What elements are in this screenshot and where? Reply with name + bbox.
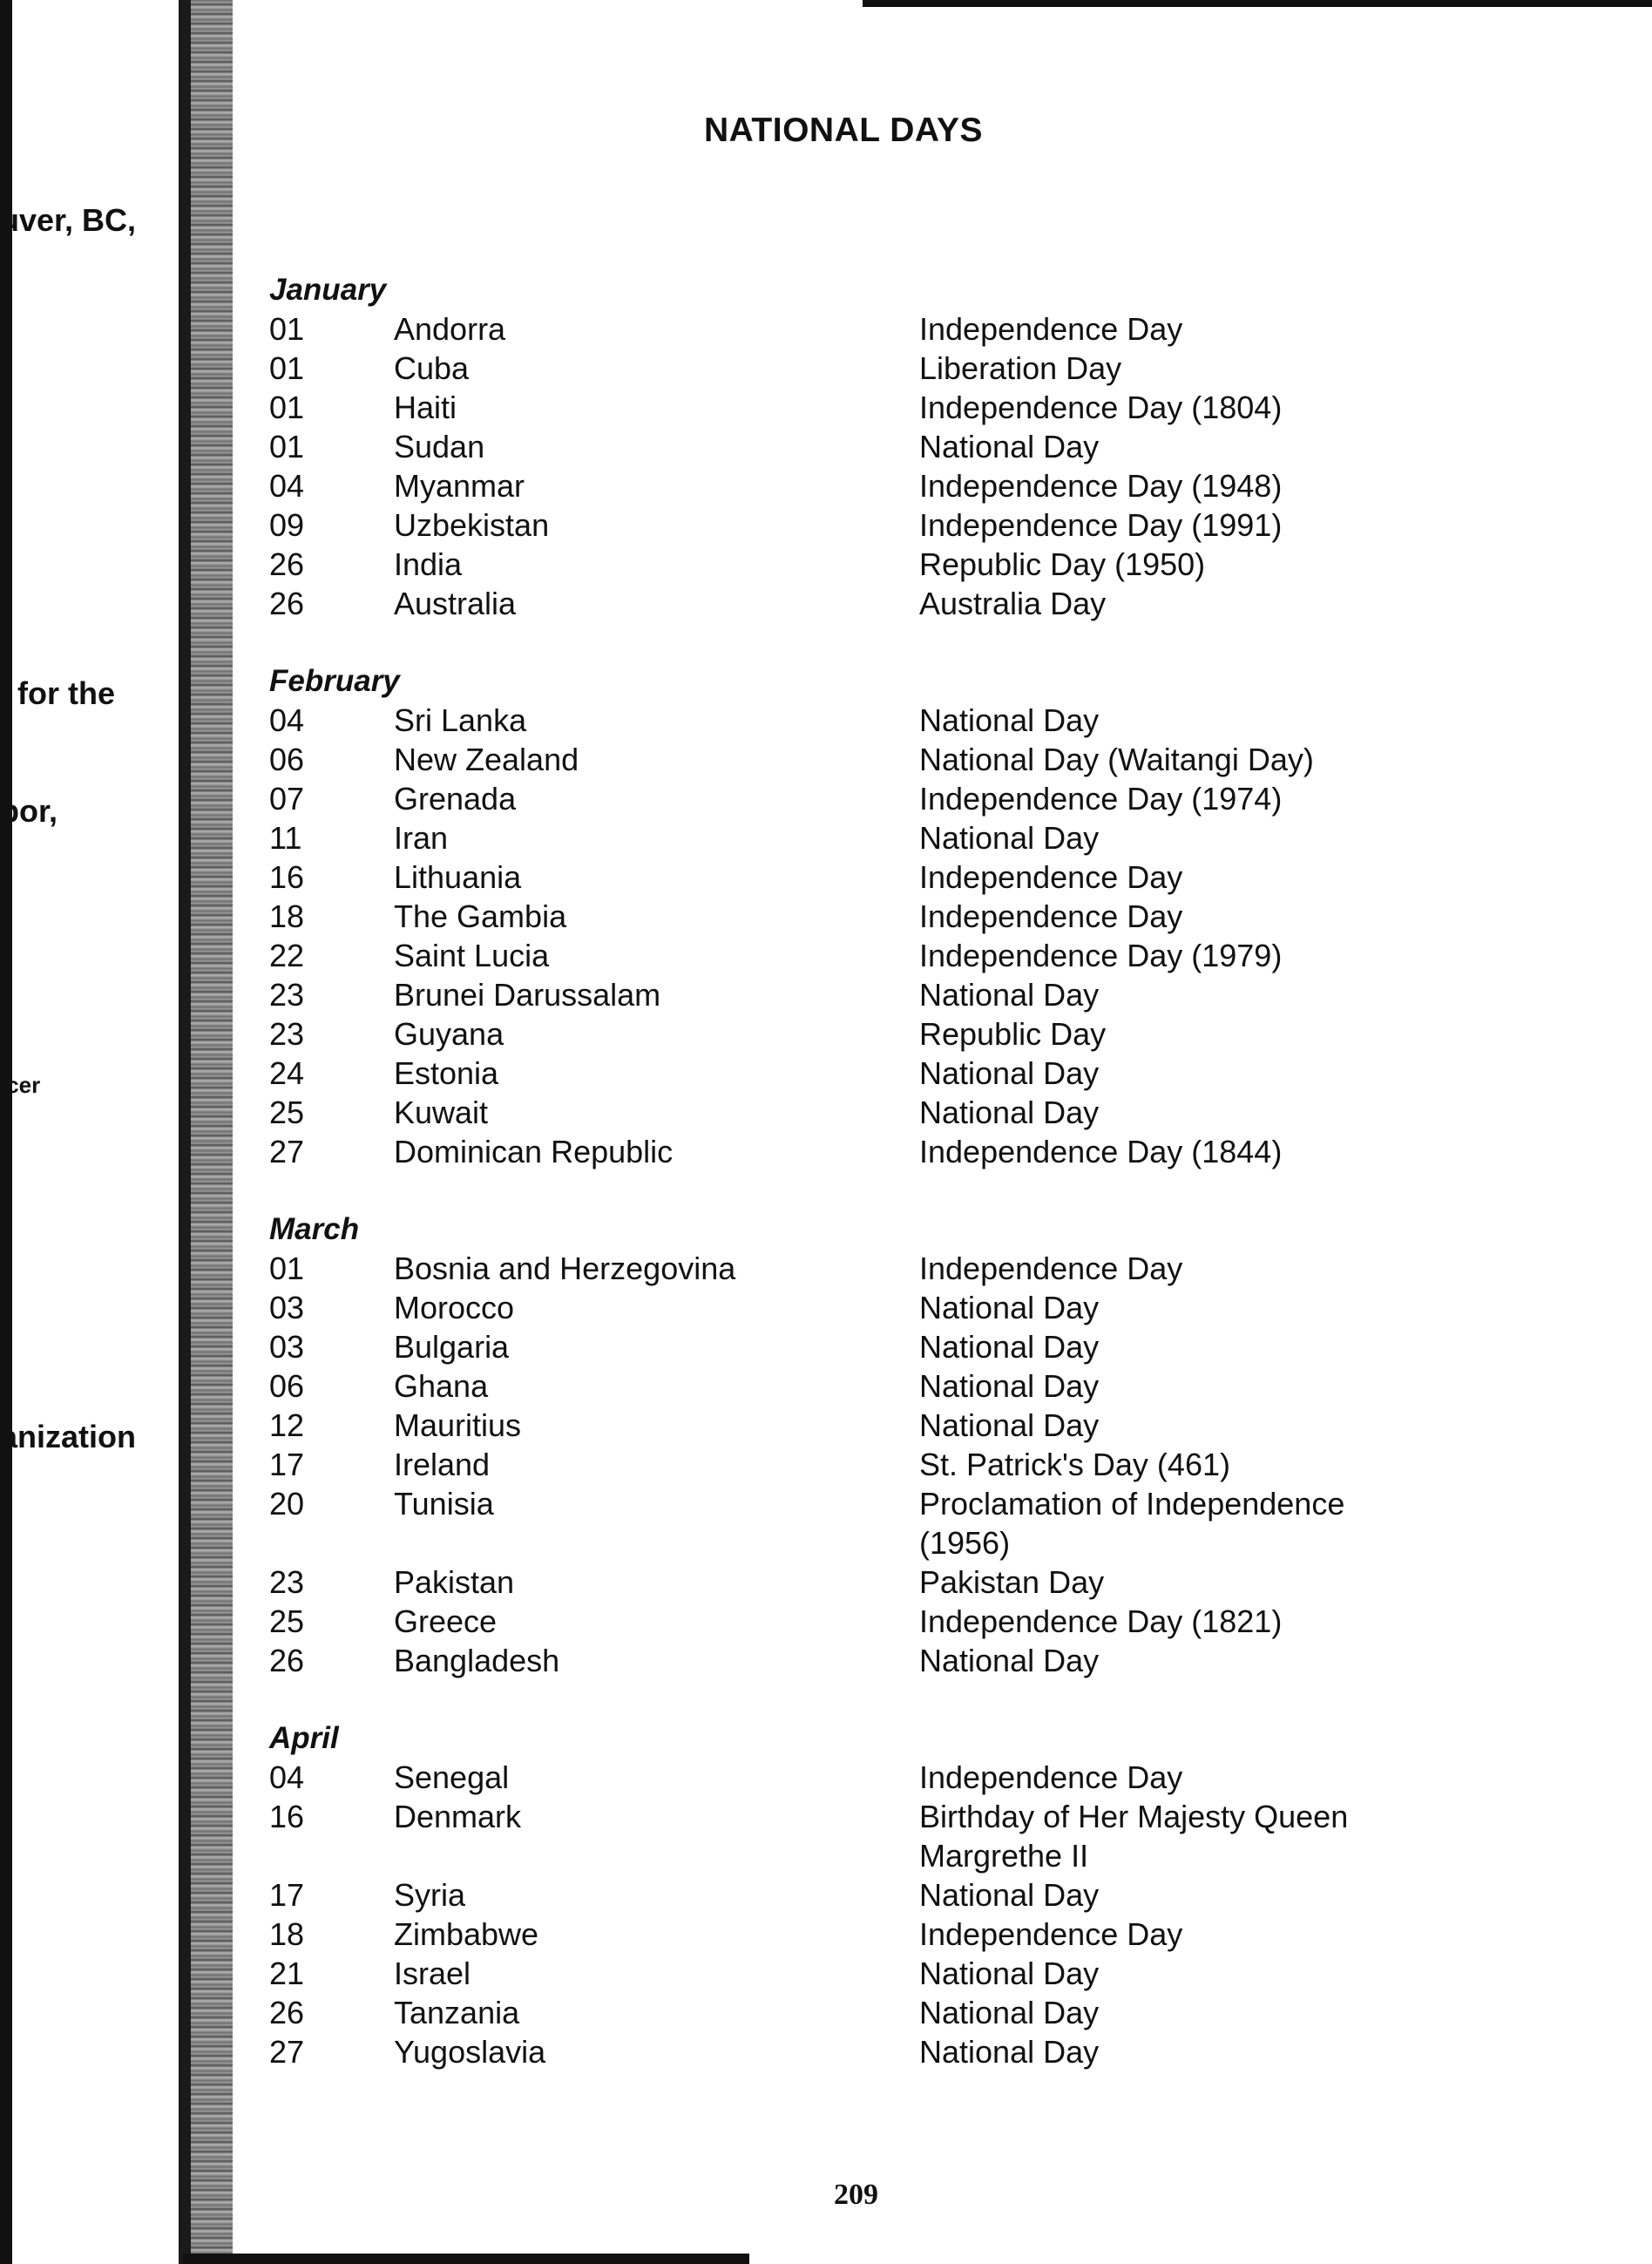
- month-section: [269, 661, 1506, 1171]
- occasion-name: Independence Day: [919, 311, 1183, 347]
- list-item: [269, 1797, 1506, 1836]
- occasion-name: National Day: [919, 1956, 1100, 1991]
- list-item: [269, 1993, 1506, 2032]
- list-item: [269, 505, 1506, 545]
- country-name: Guyana: [394, 1016, 504, 1052]
- day-number: 18: [269, 898, 305, 934]
- day-number: 06: [269, 742, 305, 777]
- day-number: 09: [269, 507, 305, 543]
- occasion-name: Proclamation of Independence: [919, 1486, 1345, 1522]
- day-number: 11: [269, 820, 302, 856]
- occasion-name: National Day: [919, 1877, 1100, 1913]
- country-name: Australia: [394, 586, 517, 621]
- spacer: [269, 1523, 394, 1562]
- country-name: Mauritius: [394, 1407, 522, 1443]
- occasion-name: National Day: [919, 1407, 1100, 1443]
- day-number: 18: [269, 1916, 305, 1952]
- occasion-name: National Day: [919, 1290, 1100, 1325]
- list-item: [269, 1132, 1506, 1171]
- spacer: [269, 1836, 394, 1875]
- day-number: 25: [269, 1603, 305, 1639]
- occasion-name: Australia Day: [919, 586, 1107, 621]
- list-item: [269, 975, 1506, 1014]
- day-number: 27: [269, 1134, 305, 1169]
- list-item: [269, 1406, 1506, 1445]
- occasion-name: Independence Day (1974): [919, 781, 1283, 817]
- occasion-name: Independence Day: [919, 859, 1183, 895]
- occasion-name: National Day: [919, 1643, 1100, 1678]
- occasion-name: National Day: [919, 977, 1100, 1013]
- facing-page-fragment: [0, 0, 174, 2264]
- day-number: 04: [269, 1759, 305, 1795]
- month-section: [269, 1210, 1506, 1680]
- occasion-name: Republic Day: [919, 1016, 1107, 1052]
- page-title: NATIONAL DAYS: [704, 112, 983, 149]
- page-edge-shadow: [0, 0, 12, 2264]
- country-name: Ghana: [394, 1368, 489, 1404]
- day-number: 16: [269, 1799, 305, 1834]
- list-item: [269, 309, 1506, 349]
- country-name: The Gambia: [394, 898, 567, 934]
- list-item: [269, 2032, 1506, 2071]
- day-number: 26: [269, 586, 305, 621]
- list-item: [269, 1758, 1506, 1797]
- occasion-name: National Day: [919, 702, 1100, 738]
- country-name: Denmark: [394, 1799, 522, 1834]
- list-item: [269, 584, 1506, 623]
- list-item: [269, 349, 1506, 388]
- country-name: Senegal: [394, 1759, 510, 1795]
- occasion-continuation: (1956): [919, 1525, 1011, 1561]
- country-name: Bangladesh: [394, 1643, 560, 1678]
- day-number: 20: [269, 1486, 305, 1522]
- day-number: 26: [269, 1643, 305, 1678]
- list-item: [269, 779, 1506, 818]
- occasion-name: Independence Day (1948): [919, 468, 1283, 504]
- list-item: [269, 740, 1506, 779]
- day-number: 01: [269, 311, 305, 347]
- occasion-continuation: Margrethe II: [919, 1838, 1089, 1874]
- list-item-continuation: [269, 1523, 1506, 1562]
- occasion-name: Independence Day: [919, 1759, 1183, 1795]
- country-name: Uzbekistan: [394, 507, 550, 543]
- month-heading: January: [269, 273, 387, 307]
- list-item: [269, 818, 1506, 857]
- day-number: 23: [269, 977, 305, 1013]
- day-number: 01: [269, 390, 305, 425]
- occasion-name: St. Patrick's Day (461): [919, 1447, 1230, 1482]
- list-item: [269, 1641, 1506, 1680]
- country-name: New Zealand: [394, 742, 579, 777]
- occasion-name: National Day: [919, 1095, 1100, 1130]
- country-name: Bulgaria: [394, 1329, 510, 1365]
- country-name: Sri Lanka: [394, 702, 527, 738]
- occasion-name: Independence Day: [919, 898, 1183, 934]
- facing-page-text: bor,: [0, 793, 58, 829]
- country-name: Estonia: [394, 1055, 499, 1091]
- occasion-name: National Day: [919, 820, 1100, 856]
- list-item: [269, 545, 1506, 584]
- country-name: Dominican Republic: [394, 1134, 674, 1169]
- country-name: Tunisia: [394, 1486, 494, 1522]
- list-item: [269, 1875, 1506, 1915]
- day-number: 26: [269, 546, 305, 582]
- day-number: 27: [269, 2034, 305, 2070]
- occasion-name: Independence Day: [919, 1916, 1183, 1952]
- list-item: [269, 1014, 1506, 1054]
- list-item: [269, 897, 1506, 936]
- facing-page-text: anization: [0, 1419, 137, 1454]
- list-item: [269, 427, 1506, 466]
- country-name: Tanzania: [394, 1995, 520, 2030]
- occasion-name: Liberation Day: [919, 350, 1122, 386]
- occasion-name: Republic Day (1950): [919, 546, 1206, 582]
- day-number: 16: [269, 859, 305, 895]
- day-number: 21: [269, 1956, 305, 1991]
- occasion-name: Independence Day (1821): [919, 1603, 1283, 1639]
- day-number: 24: [269, 1055, 305, 1091]
- spacer: [394, 1836, 919, 1875]
- book-gutter: [179, 0, 233, 2264]
- month-heading: April: [269, 1721, 339, 1755]
- occasion-name: Independence Day (1804): [919, 390, 1283, 425]
- occasion-name: Independence Day (1979): [919, 938, 1283, 973]
- day-number: 17: [269, 1877, 305, 1913]
- day-number: 01: [269, 1251, 305, 1286]
- country-name: Pakistan: [394, 1564, 515, 1600]
- country-name: Andorra: [394, 311, 506, 347]
- country-name: Lithuania: [394, 859, 522, 895]
- month-section: [269, 1718, 1506, 2071]
- day-number: 26: [269, 1995, 305, 2030]
- day-number: 17: [269, 1447, 305, 1482]
- day-number: 01: [269, 350, 305, 386]
- country-name: Kuwait: [394, 1095, 489, 1130]
- day-number: 03: [269, 1329, 305, 1365]
- list-item: [269, 1562, 1506, 1602]
- country-name: Greece: [394, 1603, 498, 1639]
- country-name: Saint Lucia: [394, 938, 550, 973]
- occasion-name: National Day: [919, 1368, 1100, 1404]
- occasion-name: Birthday of Her Majesty Queen: [919, 1799, 1349, 1834]
- occasion-name: National Day: [919, 429, 1100, 464]
- country-name: Iran: [394, 820, 449, 856]
- month-heading: February: [269, 664, 400, 698]
- occasion-name: Independence Day (1844): [919, 1134, 1283, 1169]
- list-item: [269, 388, 1506, 427]
- country-name: Syria: [394, 1877, 466, 1913]
- list-item: [269, 1602, 1506, 1641]
- list-item: [269, 1445, 1506, 1484]
- country-name: India: [394, 546, 463, 582]
- occasion-name: Pakistan Day: [919, 1564, 1105, 1600]
- spacer: [394, 1523, 919, 1562]
- page-number: 209: [834, 2179, 878, 2211]
- list-item: [269, 1954, 1506, 1993]
- day-number: 04: [269, 702, 305, 738]
- list-item: [269, 936, 1506, 975]
- month-section: [269, 270, 1506, 623]
- list-item: [269, 701, 1506, 740]
- day-number: 25: [269, 1095, 305, 1130]
- country-name: Bosnia and Herzegovina: [394, 1251, 736, 1286]
- occasion-name: Independence Day (1991): [919, 507, 1283, 543]
- country-name: Brunei Darussalam: [394, 977, 661, 1013]
- day-number: 22: [269, 938, 305, 973]
- month-heading: March: [269, 1212, 360, 1246]
- country-name: Israel: [394, 1956, 471, 1991]
- list-item: [269, 1915, 1506, 1954]
- day-number: 23: [269, 1016, 305, 1052]
- list-item: [269, 857, 1506, 897]
- day-number: 06: [269, 1368, 305, 1404]
- list-item-continuation: [269, 1836, 1506, 1875]
- list-item: [269, 1249, 1506, 1288]
- list-item: [269, 1288, 1506, 1327]
- country-name: Grenada: [394, 781, 517, 817]
- list-item: [269, 1327, 1506, 1366]
- occasion-name: National Day: [919, 1329, 1100, 1365]
- country-name: Haiti: [394, 390, 457, 425]
- occasion-name: National Day: [919, 1995, 1100, 2030]
- day-number: 03: [269, 1290, 305, 1325]
- country-name: Sudan: [394, 429, 485, 464]
- country-name: Morocco: [394, 1290, 515, 1325]
- document-page: [233, 0, 1652, 2264]
- list-item: [269, 1054, 1506, 1093]
- occasion-name: National Day: [919, 1055, 1100, 1091]
- country-name: Cuba: [394, 350, 470, 386]
- list-item: [269, 1093, 1506, 1132]
- day-number: 01: [269, 429, 305, 464]
- list-item: [269, 1366, 1506, 1406]
- day-number: 04: [269, 468, 305, 504]
- occasion-name: Independence Day: [919, 1251, 1183, 1286]
- facing-page-text: icer: [0, 1072, 41, 1098]
- country-name: Myanmar: [394, 468, 525, 504]
- national-days-list: [269, 270, 1506, 2110]
- list-item: [269, 1484, 1506, 1523]
- day-number: 12: [269, 1407, 305, 1443]
- day-number: 23: [269, 1564, 305, 1600]
- list-item: [269, 466, 1506, 505]
- occasion-name: National Day: [919, 2034, 1100, 2070]
- day-number: 07: [269, 781, 305, 817]
- occasion-name: National Day (Waitangi Day): [919, 742, 1314, 777]
- facing-page-text: uver, BC,: [0, 202, 137, 238]
- country-name: Ireland: [394, 1447, 491, 1482]
- country-name: Yugoslavia: [394, 2034, 546, 2070]
- country-name: Zimbabwe: [394, 1916, 539, 1952]
- facing-page-text: l for the: [0, 675, 115, 711]
